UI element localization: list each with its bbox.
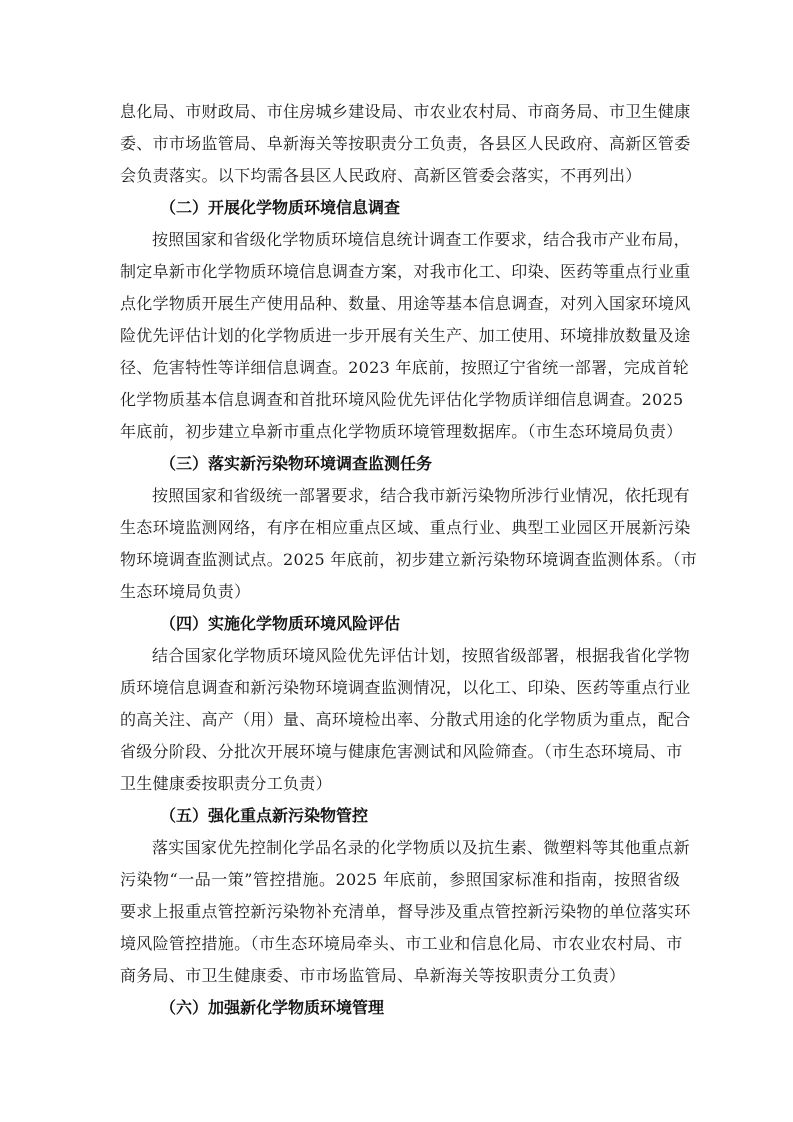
paragraph-line: 商务局、市卫生健康委、市市场监管局、阜新海关等按职责分工负责） bbox=[120, 966, 626, 985]
paragraph-line: 径、危害特性等详细信息调查。2023 年底前，按照辽宁省统一部署，完成首轮 bbox=[120, 358, 689, 377]
paragraph-line: 年底前，初步建立阜新市重点化学物质环境管理数据库。（市生态环境局负责） bbox=[120, 422, 683, 441]
section-heading-2: （二）开展化学物质环境信息调查 bbox=[160, 198, 401, 217]
paragraph-line: 会负责落实。以下均需各县区人民政府、高新区管委会落实，不再列出） bbox=[120, 166, 642, 185]
paragraph-line: 化学物质基本信息调查和首批环境风险优先评估化学物质详细信息调查。2025 bbox=[120, 390, 684, 409]
paragraph-line: 制定阜新市化学物质环境信息调查方案，对我市化工、印染、医药等重点行业重 bbox=[120, 262, 691, 281]
paragraph-line: 委、市市场监管局、阜新海关等按职责分工负责，各县区人民政府、高新区管委 bbox=[120, 134, 691, 153]
paragraph-line: 境风险管控措施。（市生态环境局牵头、市工业和信息化局、市农业农村局、市 bbox=[120, 934, 683, 953]
paragraph-line: 息化局、市财政局、市住房城乡建设局、市农业农村局、市商务局、市卫生健康 bbox=[120, 102, 691, 121]
paragraph-line: 污染物“一品一策”管控措施。2025 年底前，参照国家标准和指南，按照省级 bbox=[120, 870, 680, 889]
paragraph-line: 的高关注、高产（用）量、高环境检出率、分散式用途的化学物质为重点，配合 bbox=[120, 710, 691, 729]
paragraph-line: 物环境调查监测试点。2025 年底前，初步建立新污染物环境调查监测体系。（市 bbox=[120, 550, 698, 569]
section-heading-3: （三）落实新污染物环境调查监测任务 bbox=[160, 454, 433, 473]
paragraph-line: 质环境信息调查和新污染物环境调查监测情况，以化工、印染、医药等重点行业 bbox=[120, 678, 691, 697]
section-heading-4: （四）实施化学物质环境风险评估 bbox=[160, 614, 401, 633]
section-heading-6: （六）加强新化学物质环境管理 bbox=[160, 998, 385, 1017]
paragraph-line: 省级分阶段、分批次开展环境与健康危害测试和风险筛查。（市生态环境局、市 bbox=[120, 742, 683, 761]
paragraph-line: 生态环境局负责） bbox=[120, 582, 251, 601]
section-heading-5: （五）强化重点新污染物管控 bbox=[160, 806, 369, 825]
paragraph-line: 点化学物质开展生产使用品种、数量、用途等基本信息调查，对列入国家环境风 bbox=[120, 294, 691, 313]
paragraph-line: 按照国家和省级化学物质环境信息统计调查工作要求，结合我市产业布局， bbox=[152, 230, 690, 249]
paragraph-line: 险优先评估计划的化学物质进一步开展有关生产、加工使用、环境排放数量及途 bbox=[120, 326, 691, 345]
paragraph-line: 生态环境监测网络，有序在相应重点区域、重点行业、典型工业园区开展新污染 bbox=[120, 518, 691, 537]
paragraph-line: 按照国家和省级统一部署要求，结合我市新污染物所涉行业情况，依托现有 bbox=[152, 486, 690, 505]
paragraph-line: 卫生健康委按职责分工负责） bbox=[120, 774, 332, 793]
paragraph-line: 要求上报重点管控新污染物补充清单，督导涉及重点管控新污染物的单位落实环 bbox=[120, 902, 691, 921]
paragraph-line: 结合国家化学物质环境风险优先评估计划，按照省级部署，根据我省化学物 bbox=[152, 646, 690, 665]
paragraph-line: 落实国家优先控制化学品名录的化学物质以及抗生素、微塑料等其他重点新 bbox=[152, 838, 690, 857]
